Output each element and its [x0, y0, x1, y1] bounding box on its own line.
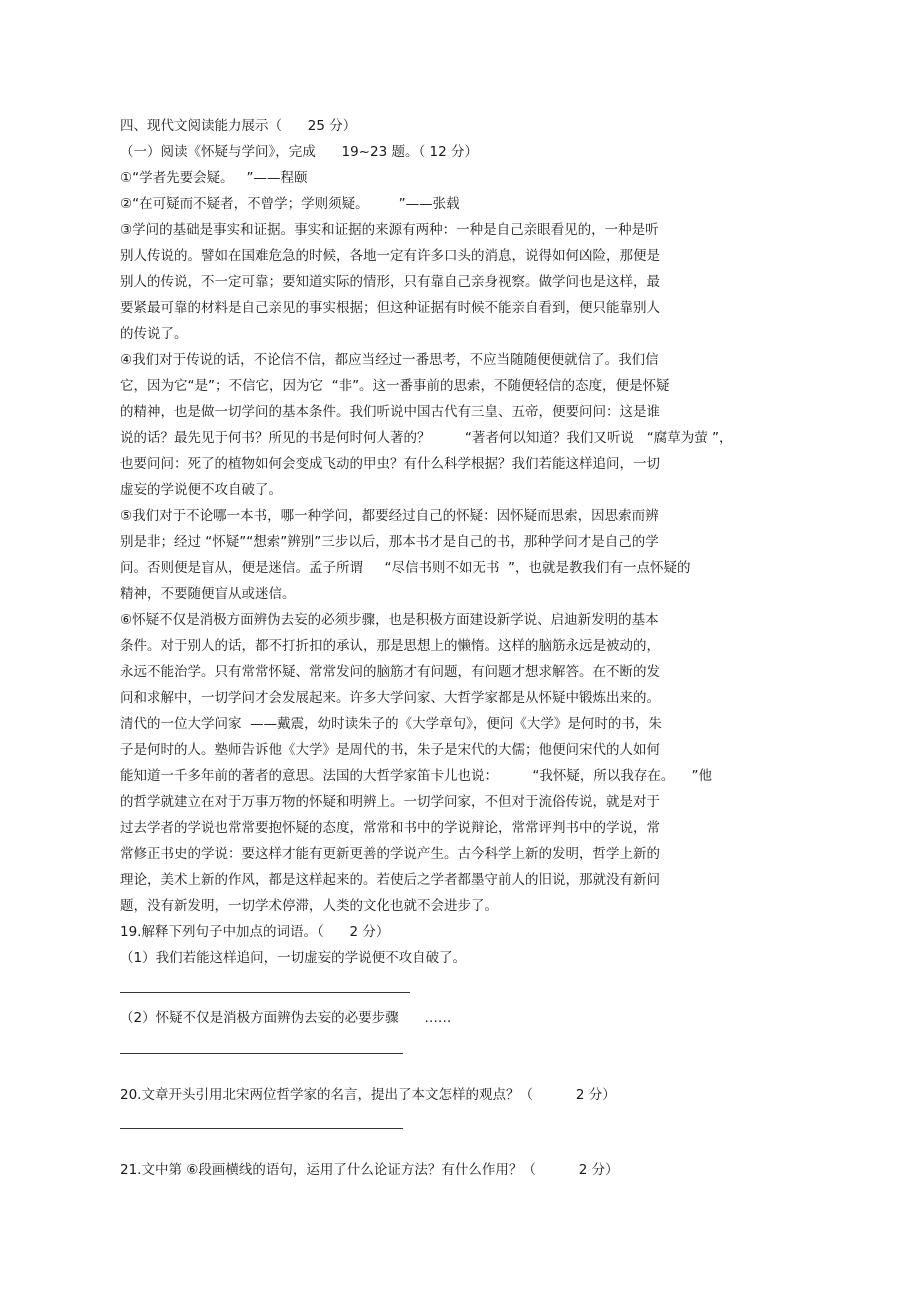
- para6-line: 条件。对于别人的话，都不打折扣的承认，那是思想上的懒惰。这样的脑筋永远是被动的，: [120, 638, 660, 654]
- para6-line: 清代的一位大学问家 ——戴震，幼时读朱子的《大学章句》，便问《大学》是何时的书，朱: [120, 716, 662, 732]
- para6-line: 理论，美术上新的作风，都是这样起来的。若使后之学者都墨守前人的旧说，那就没有新问: [120, 872, 660, 888]
- quote-cheng-yi: ①“学者先要会疑。 ”——程颐: [120, 170, 308, 186]
- para3-line: 的传说了。: [120, 326, 188, 342]
- q21-prompt: 21.文中第 ⑥段画横线的语句，运用了什么论证方法？有什么作用？（ 2 分）: [120, 1162, 619, 1178]
- section-title: 四、现代文阅读能力展示（ 25 分）: [120, 118, 357, 134]
- q19-answer-line-2[interactable]: [120, 1053, 403, 1054]
- q19-answer-line-1[interactable]: [120, 992, 410, 993]
- para6-line: 永远不能治学。只有常常怀疑、常常发问的脑筋才有问题，有问题才想求解答。在不断的发: [120, 664, 660, 680]
- para6-line: 的哲学就建立在对于万事万物的怀疑和明辨上。一切学问家，不但对于流俗传说，就是对于: [120, 794, 660, 810]
- para5-line: 问。否则便是盲从，便是迷信。孟子所谓 “尽信书则不如无书 ”，也就是教我们有一点怀疑的: [120, 560, 691, 576]
- para6-line: 问和求解中，一切学问才会发展起来。许多大学问家、大哲学家都是从怀疑中锻炼出来的。: [120, 690, 660, 706]
- q20-answer-line[interactable]: [120, 1128, 403, 1129]
- para3-line: 别人传说的。譬如在国难危急的时候，各地一定有许多口头的消息，说得如何凶险，那便是: [120, 248, 660, 264]
- para4-line: ④我们对于传说的话，不论信不信，都应当经过一番思考，不应当随随便便就信了。我们信: [120, 352, 659, 368]
- para4-line: 说的话？最先见于何书？所见的书是何时何人著的？ “著者何以知道？我们又听说 “腐草为萤 ”，: [120, 430, 733, 446]
- para3-line: ③学问的基础是事实和证据。事实和证据的来源有两种：一种是自己亲眼看见的，一种是听: [120, 222, 659, 238]
- para6-line: 子是何时的人。塾师告诉他《大学》是周代的书，朱子是宋代的大儒；他便问宋代的人如何: [120, 742, 660, 758]
- para6-line: ⑥怀疑不仅是消极方面辨伪去妄的必须步骤，也是积极方面建设新学说、启迪新发明的基本: [120, 612, 659, 628]
- para6-line: 过去学者的学说也常常要抱怀疑的态度，常常和书中的学说辩论，常常评判书中的学说，常: [120, 820, 660, 836]
- para5-line: ⑤我们对于不论哪一本书，哪一种学问，都要经过自己的怀疑：因怀疑而思索，因思索而辨: [120, 508, 659, 524]
- para6-line: 能知道一千多年前的著者的意思。法国的大哲学家笛卡儿也说： “我怀疑，所以我存在。 ”他: [120, 768, 712, 784]
- passage-title: （一）阅读《怀疑与学问》，完成 19~23 题。（ 12 分）: [120, 144, 478, 160]
- para3-line: 要紧最可靠的材料是自己亲见的事实根据；但这种证据有时候不能亲自看到，便只能靠别人: [120, 300, 660, 316]
- para5-line: 精神，不要随便盲从或迷信。: [120, 586, 296, 602]
- para4-line: 也要问问：死了的植物如何会变成飞动的甲虫？有什么科学根据？我们若能这样追问，一切: [120, 456, 660, 472]
- q20-prompt: 20.文章开头引用北宋两位哲学家的名言，提出了本文怎样的观点？（ 2 分）: [120, 1087, 616, 1103]
- para4-line: 它，因为它“是”；不信它，因为它 “非”。这一番事前的思索，不随便轻信的态度，便是怀疑: [120, 378, 670, 394]
- q19-item-1: （1）我们若能这样追问，一切虚妄的学说便不攻自破了。: [120, 950, 467, 966]
- para5-line: 别是非；经过 “怀疑”“想索”辨别”三步以后，那本书才是自己的书，那种学问才是自己的学: [120, 534, 659, 550]
- para4-line: 的精神，也是做一切学问的基本条件。我们听说中国古代有三皇、五帝，便要问问：这是谁: [120, 404, 660, 420]
- q19-item-2: （2）怀疑不仅是消极方面辨伪去妄的必要步骤 ……: [120, 1010, 452, 1026]
- para3-line: 别人的传说，不一定可靠；要知道实际的情形，只有靠自己亲身视察。做学问也是这样，最: [120, 274, 660, 290]
- para6-line: 常修正书史的学说：要这样才能有更新更善的学说产生。古今科学上新的发明，哲学上新的: [120, 846, 660, 862]
- quote-zhang-zai: ②“在可疑而不疑者，不曾学；学则须疑。 ”——张载: [120, 196, 460, 212]
- q19-prompt: 19.解释下列句子中加点的词语。（ 2 分）: [120, 924, 390, 940]
- para4-line: 虚妄的学说便不攻自破了。: [120, 482, 282, 498]
- para6-line: 题，没有新发明，一切学术停滞，人类的文化也就不会进步了。: [120, 898, 498, 914]
